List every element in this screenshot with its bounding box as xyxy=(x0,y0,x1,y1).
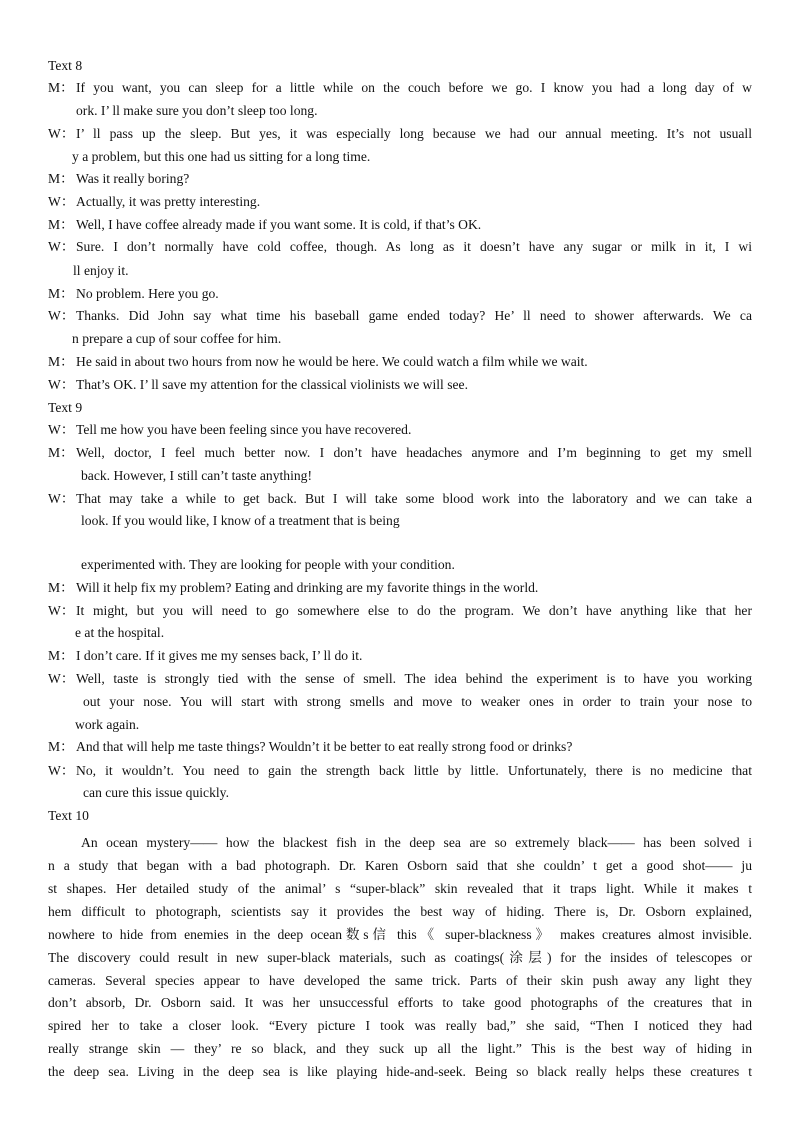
dialogue-continuation: can cure this issue quickly. xyxy=(83,785,229,800)
speaker-label: W： xyxy=(48,603,75,618)
dialogue-line: And that will help me taste things? Wouldn’t it be better to eat really strong food or drinks? xyxy=(76,739,573,754)
speaker-label: W： xyxy=(48,377,75,392)
dialogue-line: That may take a while to get back. But I will take some blood work into the laboratory and we can take a xyxy=(76,491,752,506)
dialogue-line: Thanks. Did John say what time his baseball game ended today? He’ ll need to shower afterwards. We ca xyxy=(76,308,752,323)
speaker-label: W： xyxy=(48,239,75,254)
speaker-label: W： xyxy=(48,308,75,323)
dialogue-line: It might, but you will need to go somewhere else to do the program. We don’t have anything like that her xyxy=(76,603,752,618)
speaker-label: M： xyxy=(48,580,74,595)
section-heading-text-9: Text 9 xyxy=(48,400,83,415)
speaker-label: M： xyxy=(48,648,74,663)
dialogue-continuation: back. However, I still can’t taste anything! xyxy=(81,468,312,483)
speaker-label: W： xyxy=(48,491,75,506)
dialogue-line: He said in about two hours from now he would be here. We could watch a film while we wait. xyxy=(76,354,588,369)
dialogue-line: No, it wouldn’t. You need to gain the strength back little by little. Unfortunately, there is no medicine that xyxy=(76,763,752,778)
dialogue-line: Was it really boring? xyxy=(76,171,190,186)
passage-line: the deep sea. Living in the deep sea is like playing hide-and-seek. Being so black really helps these creatures t xyxy=(48,1064,752,1079)
speaker-label: M： xyxy=(48,286,74,301)
passage-line: The discovery could result in new super-black materials, such as coatings(涂层) for the insides of telescopes or xyxy=(48,950,752,965)
dialogue-line: No problem. Here you go. xyxy=(76,286,219,301)
passage-line: st shapes. Her detailed study of the animal’ s “super-black” skin revealed that it traps light. While it makes t xyxy=(48,881,752,896)
dialogue-continuation: n prepare a cup of sour coffee for him. xyxy=(72,331,282,346)
dialogue-line: I don’t care. If it gives me my senses back, I’ ll do it. xyxy=(76,648,363,663)
speaker-label: W： xyxy=(48,763,75,778)
dialogue-line: Sure. I don’t normally have cold coffee, though. As long as it doesn’t have any sugar or milk in it, I wi xyxy=(76,239,752,254)
dialogue-continuation: work again. xyxy=(75,717,140,732)
speaker-label: W： xyxy=(48,422,75,437)
passage-line: spired her to take a closer look. “Every picture I took was really bad,” she said, “Then I noticed they had xyxy=(48,1018,752,1033)
speaker-label: M： xyxy=(48,80,74,95)
dialogue-line: Will it help fix my problem? Eating and drinking are my favorite things in the world. xyxy=(76,580,539,595)
passage-line: n a study that began with a bad photograph. Dr. Karen Osborn said that she couldn’ t get a good shot—— ju xyxy=(48,858,752,873)
dialogue-line: If you want, you can sleep for a little while on the couch before we go. I know you had a long day of w xyxy=(76,80,752,95)
dialogue-line: That’s OK. I’ ll save my attention for the classical violinists we will see. xyxy=(76,377,468,392)
dialogue-line: Well, doctor, I feel much better now. I don’t have headaches anymore and I’m beginning to get my smell xyxy=(76,445,752,460)
section-heading-text-10: Text 10 xyxy=(48,808,89,823)
speaker-label: W： xyxy=(48,671,75,686)
dialogue-line: I’ ll pass up the sleep. But yes, it was especially long because we had our annual meeting. It’s not usuall xyxy=(76,126,752,141)
dialogue-continuation: ll enjoy it. xyxy=(73,263,129,278)
dialogue-line: Well, I have coffee already made if you want some. It is cold, if that’s OK. xyxy=(76,217,482,232)
passage-line: An ocean mystery—— how the blackest fish in the deep sea are so extremely black—— has been solved i xyxy=(81,835,752,850)
dialogue-continuation: experimented with. They are looking for people with your condition. xyxy=(81,557,455,572)
speaker-label: M： xyxy=(48,217,74,232)
dialogue-line: Actually, it was pretty interesting. xyxy=(76,194,261,209)
dialogue-continuation: y a problem, but this one had us sitting for a long time. xyxy=(72,149,371,164)
speaker-label: M： xyxy=(48,171,74,186)
passage-line: really strange skin — they’ re so black, and they suck up all the light.” This is the best way of hiding in xyxy=(48,1041,752,1056)
passage-line: hem difficult to photograph, scientists say it provides the best way of hiding. There is, Dr. Osborn explained, xyxy=(48,904,752,919)
speaker-label: M： xyxy=(48,739,74,754)
dialogue-continuation: out your nose. You will start with strong smells and move to weaker ones in order to train your nose to xyxy=(83,694,752,709)
passage-line: nowhere to hide from enemies in the deep ocean数s信 this《 super-blackness》 makes creatures almost invisible. xyxy=(48,927,752,942)
speaker-label: W： xyxy=(48,194,75,209)
dialogue-line: Well, taste is strongly tied with the sense of smell. The idea behind the experiment is to have you working xyxy=(76,671,752,686)
passage-line: don’t absorb, Dr. Osborn said. It was her unsuccessful efforts to take good photographs of the creatures that in xyxy=(48,995,752,1010)
speaker-label: M： xyxy=(48,445,74,460)
section-heading-text-8: Text 8 xyxy=(48,58,83,73)
dialogue-continuation: look. If you would like, I know of a treatment that is being xyxy=(81,513,400,528)
dialogue-line: Tell me how you have been feeling since you have recovered. xyxy=(76,422,412,437)
speaker-label: M： xyxy=(48,354,74,369)
dialogue-continuation: e at the hospital. xyxy=(75,625,165,640)
dialogue-continuation: ork. I’ ll make sure you don’t sleep too long. xyxy=(76,103,318,118)
passage-line: cameras. Several species appear to have developed the same trick. Parts of their skin push away any light they xyxy=(48,973,752,988)
speaker-label: W： xyxy=(48,126,75,141)
